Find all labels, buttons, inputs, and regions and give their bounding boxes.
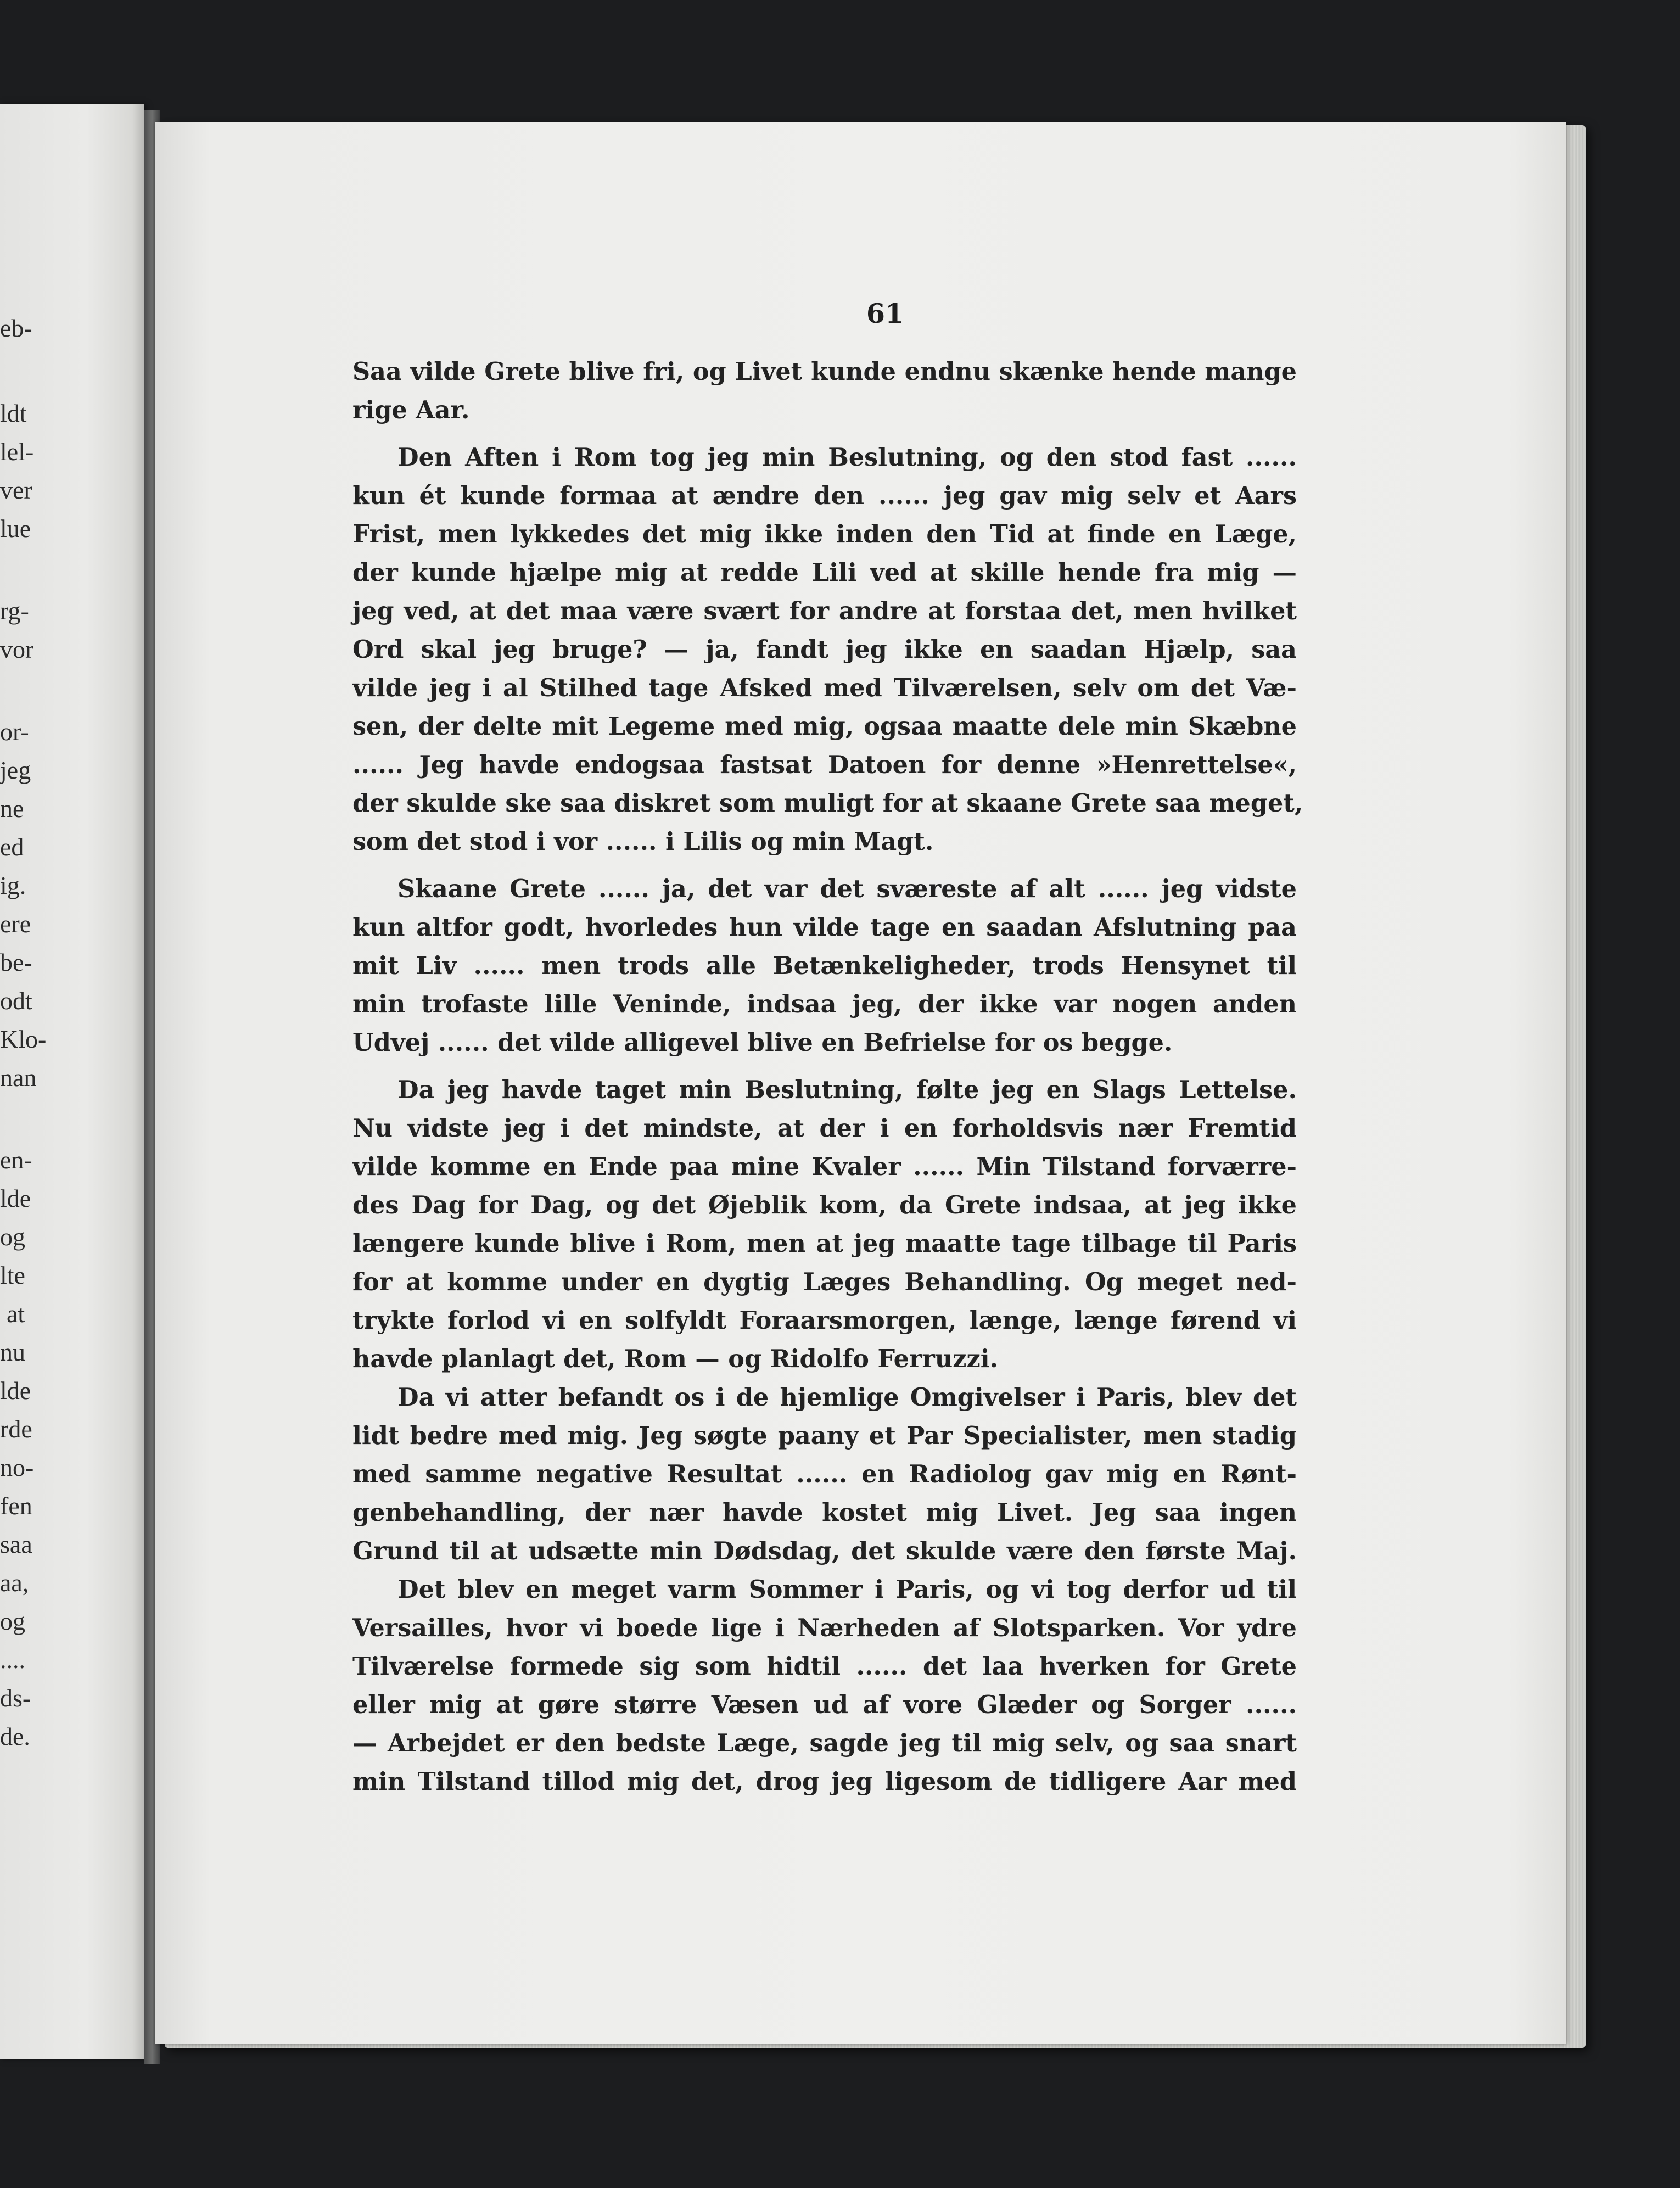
text-line: eller mig at gøre større Væsen ud af vore Glæder og Sorger ...... xyxy=(352,1691,1297,1719)
text-line: der skulde ske saa diskret som muligt for at skaane Grete saa meget, xyxy=(352,789,1303,818)
book-page xyxy=(155,122,1566,2044)
text-line: — Arbejdet er den bedste Læge, sagde jeg til mig selv, og saa snart xyxy=(352,1729,1297,1758)
left-fragment: jeg xyxy=(0,756,31,784)
page-number: 61 xyxy=(866,298,904,329)
left-fragment: no- xyxy=(0,1453,34,1481)
left-fragment: .... xyxy=(0,1646,25,1674)
text-line: som det stod i vor ...... i Lilis og min Magt. xyxy=(352,827,934,856)
text-line: jeg ved, at det maa være svært for andre at forstaa det, men hvilket xyxy=(352,597,1297,625)
left-fragment: rde xyxy=(0,1415,32,1443)
text-line: for at komme under en dygtig Læges Behandling. Og meget ned- xyxy=(352,1268,1297,1296)
text-line: trykte forlod vi en solfyldt Foraarsmorgen, længe, længe førend vi xyxy=(352,1306,1297,1335)
text-line: der kunde hjælpe mig at redde Lili ved at skille hende fra mig — xyxy=(352,558,1297,587)
left-fragment: be- xyxy=(0,948,32,976)
left-fragment: lte xyxy=(0,1261,25,1289)
body-text xyxy=(352,352,1303,1801)
text-line: længere kunde blive i Rom, men at jeg maatte tage tilbage til Paris xyxy=(352,1229,1297,1258)
left-fragment: eb- xyxy=(0,314,32,342)
text-line: Udvej ...... det vilde alligevel blive en Befrielse for os begge. xyxy=(352,1028,1173,1057)
text-line: genbehandling, der nær havde kostet mig Livet. Jeg saa ingen xyxy=(352,1498,1297,1527)
text-line: Versailles, hvor vi boede lige i Nærheden af Slotsparken. Vor ydre xyxy=(352,1614,1297,1642)
left-fragment: ds- xyxy=(0,1684,31,1712)
text-line: Da jeg havde taget min Beslutning, følte jeg en Slags Lettelse. xyxy=(397,1076,1297,1104)
text-line: rige Aar. xyxy=(352,396,470,424)
text-line: lidt bedre med mig. Jeg søgte paany et Par Specialister, men stadig xyxy=(352,1422,1297,1450)
left-fragment: lde xyxy=(0,1376,31,1404)
left-fragment: nu xyxy=(0,1338,25,1366)
text-line: Saa vilde Grete blive fri, og Livet kunde endnu skænke hende mange xyxy=(352,357,1297,386)
left-fragment: rg- xyxy=(0,597,29,625)
left-fragment: saa xyxy=(0,1530,32,1558)
text-line: ...... Jeg havde endogsaa fastsat Datoen for denne »Henrettelse«, xyxy=(352,751,1297,779)
left-fragment: de. xyxy=(0,1722,30,1750)
previous-page xyxy=(0,104,144,2059)
left-fragment: at xyxy=(7,1300,25,1328)
left-fragment: ig. xyxy=(0,871,26,899)
text-line: min trofaste lille Veninde, indsaa jeg, der ikke var nogen anden xyxy=(352,990,1297,1019)
text-line: min Tilstand tillod mig det, drog jeg ligesom de tidligere Aar med xyxy=(352,1767,1297,1796)
text-line: Ord skal jeg bruge? — ja, fandt jeg ikke en saadan Hjælp, saa xyxy=(352,635,1297,664)
left-fragment: fen xyxy=(0,1492,32,1520)
paragraph-gap xyxy=(352,429,1297,438)
text-line: havde planlagt det, Rom — og Ridolfo Ferruzzi. xyxy=(352,1345,999,1373)
left-fragment: ldt xyxy=(0,399,27,427)
left-fragment: nan xyxy=(0,1064,37,1092)
left-fragment: ed xyxy=(0,833,24,861)
left-fragment: lde xyxy=(0,1184,31,1212)
text-line: med samme negative Resultat ...... en Radiolog gav mig en Rønt- xyxy=(352,1460,1297,1488)
text-line: Nu vidste jeg i det mindste, at der i en forholdsvis nær Fremtid xyxy=(352,1114,1297,1143)
text-line: Skaane Grete ...... ja, det var det sværeste af alt ...... jeg vidste xyxy=(397,875,1297,903)
text-line: vilde komme en Ende paa mine Kvaler ...... Min Tilstand forværre- xyxy=(352,1152,1297,1181)
left-fragment: lel- xyxy=(0,438,34,466)
left-fragment: ne xyxy=(0,794,24,822)
left-fragment: Klo- xyxy=(0,1025,47,1053)
text-line: kun altfor godt, hvorledes hun vilde tage en saadan Afslutning paa xyxy=(352,913,1297,942)
left-fragment: lue xyxy=(0,514,31,542)
left-fragment: ere xyxy=(0,910,31,938)
text-line: Frist, men lykkedes det mig ikke inden den Tid at finde en Læge, xyxy=(352,520,1297,549)
left-fragment: odt xyxy=(0,987,32,1015)
left-fragment: ver xyxy=(0,476,32,504)
text-line: kun ét kunde formaa at ændre den ...... jeg gav mig selv et Aars xyxy=(352,482,1297,510)
text-line: sen, der delte mit Legeme med mig, ogsaa maatte dele min Skæbne xyxy=(352,712,1297,741)
paragraph-gap xyxy=(352,1062,1297,1071)
left-fragment: or- xyxy=(0,718,29,746)
text-line: Grund til at udsætte min Dødsdag, det skulde være den første Maj. xyxy=(352,1537,1297,1565)
left-fragment: en- xyxy=(0,1146,32,1174)
text-line: Tilværelse formede sig som hidtil ...... det laa hverken for Grete xyxy=(352,1652,1297,1681)
left-fragment: aa, xyxy=(0,1569,29,1597)
text-line: Da vi atter befandt os i de hjemlige Omgivelser i Paris, blev det xyxy=(397,1383,1297,1412)
text-line: Den Aften i Rom tog jeg min Beslutning, og den stod fast ...... xyxy=(397,443,1297,472)
left-fragment: vor xyxy=(0,635,34,663)
left-fragment: og xyxy=(0,1607,25,1635)
paragraph-gap xyxy=(352,861,1297,870)
text-line: Det blev en meget varm Sommer i Paris, og vi tog derfor ud til xyxy=(397,1575,1297,1604)
text-line: des Dag for Dag, og det Øjeblik kom, da Grete indsaa, at jeg ikke xyxy=(352,1191,1297,1219)
left-fragment: og xyxy=(0,1223,25,1251)
text-line: vilde jeg i al Stilhed tage Afsked med Tilværelsen, selv om det Væ- xyxy=(352,674,1297,702)
text-line: mit Liv ...... men trods alle Betænkeligheder, trods Hensynet til xyxy=(352,952,1297,980)
